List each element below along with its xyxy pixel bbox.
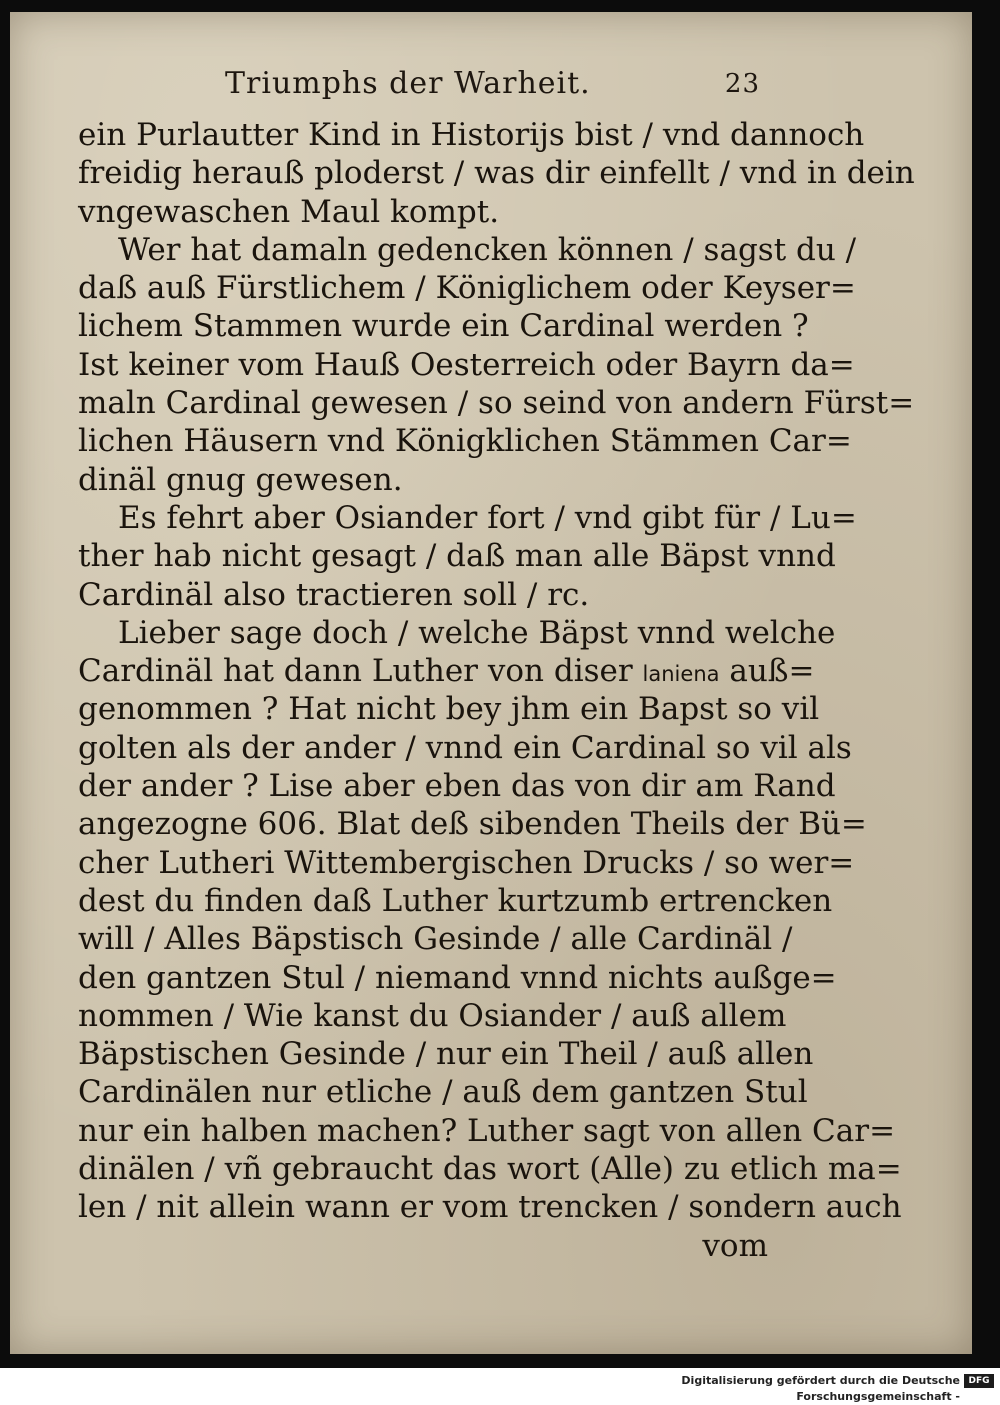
text-line: lichen Häusern vnd Königklichen Stämmen Car=: [78, 423, 852, 460]
text-line: Bäpstischen Gesinde / nur ein Theil / auß allen: [78, 1036, 814, 1073]
text-line: dest du finden daß Luther kurtzumb ertrencken: [78, 882, 833, 919]
text-segment: auß=: [729, 653, 815, 690]
text-line: golten als der ander / vnnd ein Cardinal so vil als: [78, 729, 852, 766]
text-line: Wer hat damaln gedencken können / sagst du /: [118, 231, 857, 268]
dfg-logo: DFG: [964, 1374, 994, 1388]
text-line: ther hab nicht gesagt / daß man alle Bäpst vnnd: [78, 538, 836, 575]
text-line: maln Cardinal gewesen / so seind von andern Fürst=: [78, 385, 915, 422]
latin-word: laniena: [642, 662, 720, 687]
text-line: Cardinälen nur etliche / auß dem gantzen Stul: [78, 1074, 808, 1111]
page-number: 23: [724, 69, 760, 99]
catchword: vom: [702, 1227, 768, 1264]
running-header: [225, 64, 760, 104]
text-line: angezogne 606. Blat deß sibenden Theils der Bü=: [78, 806, 867, 843]
text-line: Ist keiner vom Hauß Oesterreich oder Bayrn da=: [78, 346, 855, 383]
text-line: dinälen / vñ gebraucht das wort (Alle) zu etlich ma=: [78, 1151, 902, 1188]
text-line: nommen / Wie kanst du Osiander / auß allem: [78, 997, 787, 1034]
text-line: genommen ? Hat nicht bey jhm ein Bapst so vil: [78, 691, 820, 728]
running-title: Triumphs der Warheit.: [225, 66, 591, 101]
text-line: daß auß Fürstlichem / Königlichem oder Keyser=: [78, 270, 856, 307]
digitization-credit: Digitalisierung gefördert durch die Deutsche Forschungsgemeinschaft -: [681, 1374, 960, 1403]
text-line: will / Alles Bäpstisch Gesinde / alle Cardinäl /: [78, 921, 793, 958]
text-line: der ander ? Lise aber eben das von dir am Rand: [78, 768, 836, 805]
text-line: nur ein halben machen? Luther sagt von allen Car=: [78, 1112, 896, 1149]
text-line: vngewaschen Maul kompt.: [78, 193, 500, 230]
text-line: ein Purlautter Kind in Historijs bist / vnd dannoch: [78, 117, 865, 153]
text-line: Cardinäl also tractieren soll / rc.: [78, 576, 590, 613]
text-line: den gantzen Stul / niemand vnnd nichts außge=: [78, 959, 837, 996]
text-line: len / nit allein wann er vom trencken / sondern auch: [78, 1189, 902, 1226]
body-text: [78, 116, 915, 1265]
text-line: freidig herauß ploderst / was dir einfellt / vnd in dein: [78, 155, 915, 192]
text-line: Lieber sage doch / welche Bäpst vnnd welche: [118, 614, 836, 651]
text-line: [78, 652, 815, 690]
text-line: cher Lutheri Wittembergischen Drucks / so wer=: [78, 844, 855, 881]
text-segment: Cardinäl hat dann Luther von diser: [78, 653, 633, 690]
text-line: dinäl gnug gewesen.: [78, 461, 403, 498]
text-line: Es fehrt aber Osiander fort / vnd gibt für / Lu=: [118, 499, 857, 536]
text-line: lichem Stammen wurde ein Cardinal werden ?: [78, 308, 809, 345]
